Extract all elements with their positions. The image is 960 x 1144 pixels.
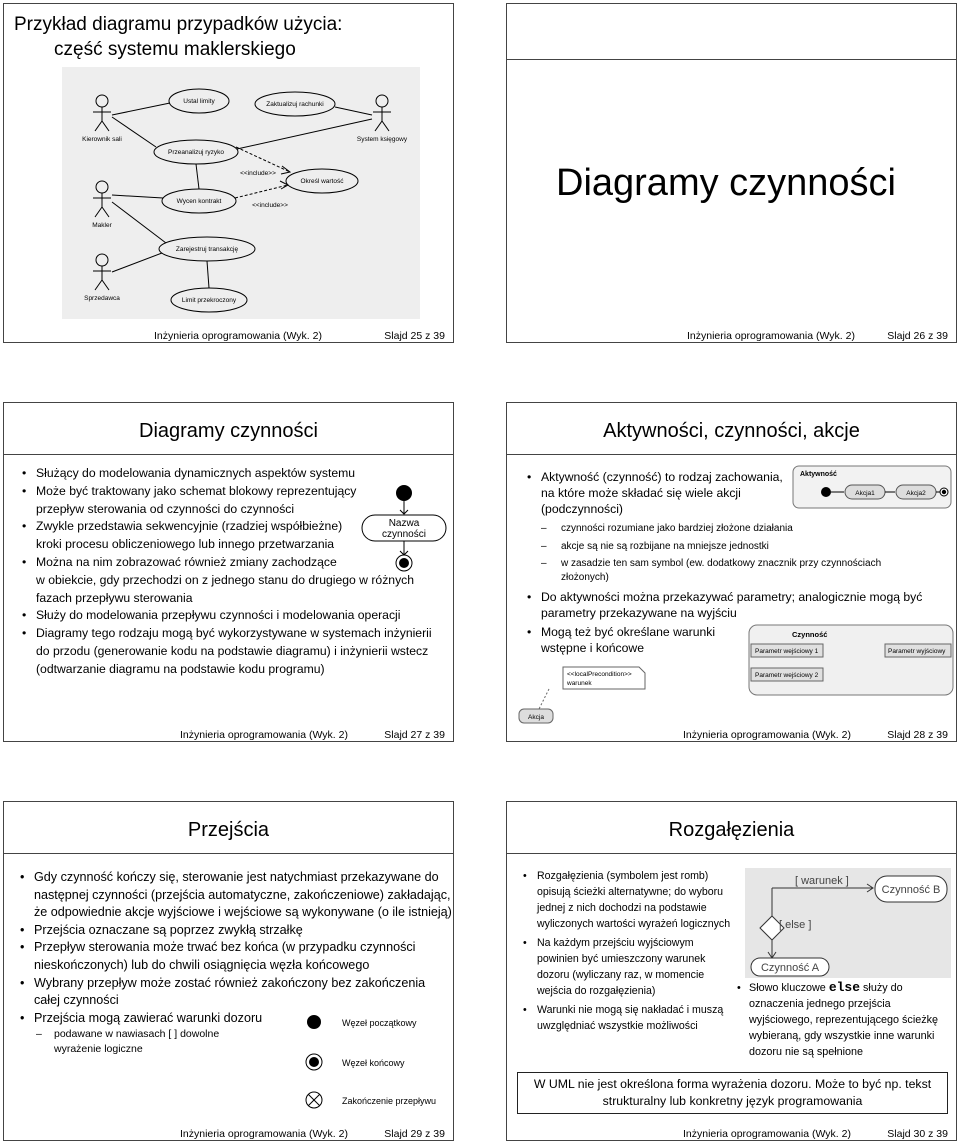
slide-28 bbox=[506, 402, 957, 742]
slide-title: Aktywności, czynności, akcje bbox=[603, 420, 860, 442]
bullet: • Przepływ sterowania może trwać bez końca (w przypadku czynności nieskończonych) lub do chwili osiągnięcia węzła końcowego bbox=[20, 940, 416, 972]
activity-figure bbox=[359, 483, 449, 573]
bullet: • Może być traktowany jako schemat blokowy reprezentujący przepływ sterowania od czynności do czynności bbox=[36, 483, 432, 519]
include-label: <<include>> bbox=[240, 170, 276, 177]
else-note: • Słowo kluczowe else służy do oznaczenia jednego przejścia wyjściowego, reprezentującego ścieżkę wybieraną, gdy wszystkie inne warunki dozoru nie są spełnione bbox=[737, 980, 939, 1058]
activity-title: Aktywność bbox=[800, 471, 837, 478]
action-label: Akcja2 bbox=[906, 490, 926, 497]
legend-label: Zakończenie przepływu bbox=[342, 1096, 437, 1106]
sub-bullet: – w zasadzie ten sam symbol (ew. dodatkowy znacznik przy czynnościach złożonych) bbox=[541, 558, 882, 583]
sub-bullet: – czynności rozumiane jako bardziej złożone działania bbox=[541, 523, 793, 534]
sub-bullet: – akcje są nie są rozbijane na mniejsze jednostki bbox=[541, 541, 769, 552]
note-box: W UML nie jest określona forma wyrażenia dozoru. Może to być np. tekst strukturalny lub konkretny język programowania bbox=[517, 1072, 948, 1114]
bullet: • Mogą też być określane warunki wstępne i końcowe bbox=[527, 625, 716, 655]
activity-parameters-figure bbox=[509, 623, 955, 725]
precondition-note: <<localPrecondition>> bbox=[567, 671, 632, 678]
use-case-label: Ustal limity bbox=[183, 98, 215, 105]
use-case-label: Określ wartość bbox=[300, 178, 344, 185]
slide-25 bbox=[3, 3, 454, 343]
bullet: • Diagramy tego rodzaju mogą być wykorzystywane w systemach inżynierii do przodu (generowanie kodu na podstawie diagramu) i inżynierii wstecz (odtwarzanie diagramu na podstawie kodu programu) bbox=[36, 625, 432, 678]
slide-title: Diagramy czynności bbox=[139, 420, 318, 442]
slide-title: Rozgałęzienia bbox=[668, 819, 795, 841]
footer-course: Inżynieria oprogramowania (Wyk. 2) bbox=[180, 729, 348, 741]
bullet: • Aktywność (czynność) to rodzaj zachowania, na które może składać się wiele akcji (podczynności) bbox=[527, 470, 783, 516]
use-case-label: Limit przekroczony bbox=[181, 297, 237, 304]
footer-course: Inżynieria oprogramowania (Wyk. 2) bbox=[683, 729, 851, 741]
slide-number: Slajd 25 z 39 bbox=[384, 330, 445, 342]
initial-node-icon bbox=[307, 1015, 321, 1029]
slide-number: Slajd 27 z 39 bbox=[384, 729, 445, 741]
guard-label: [ warunek ] bbox=[795, 875, 849, 887]
use-case-diagram bbox=[62, 67, 420, 319]
output-parameter: Parametr wyjściowy bbox=[888, 648, 946, 655]
bullet: • Warunki nie mogą się nakładać i muszą uwzględniać wszystkie możliwości bbox=[523, 1004, 724, 1032]
bullet: • Gdy czynność kończy się, sterowanie jest natychmiast przekazywane do następnej czynności (przejścia automatyczne, zakończeniowe) zakładając, że odpowiednie akcje wyjściowe i wejściowe są wykonywane (o ile istnieją) bbox=[20, 870, 452, 920]
activity-label: Czynność B bbox=[881, 884, 941, 896]
slide-27 bbox=[3, 402, 454, 742]
actor-label: Makler bbox=[92, 222, 112, 229]
bullet: • Przejścia mogą zawierać warunki dozoru bbox=[20, 1010, 263, 1025]
bullet: • Zwykle przedstawia sekwencyjnie (rzadziej współbieżne) kroki procesu obliczeniowego lub innego przetwarzania bbox=[36, 518, 432, 554]
footer-course: Inżynieria oprogramowania (Wyk. 2) bbox=[180, 1128, 348, 1140]
slide-title: Przykład diagramu przypadków użycia: część systemu maklerskiego bbox=[14, 14, 343, 60]
activity-label: czynności bbox=[382, 529, 426, 540]
slide-26 bbox=[506, 3, 957, 343]
legend-label: Węzeł początkowy bbox=[342, 1018, 417, 1028]
slide-title: Diagramy czynności bbox=[556, 162, 896, 204]
slide-number: Slajd 29 z 39 bbox=[384, 1128, 445, 1140]
input-parameter: Parametr wejściowy 1 bbox=[755, 648, 819, 655]
bullet: • Rozgałęzienia (symbolem jest romb) opisują ścieżki alternatywne; do wyboru jednej z nich dochodzi na podstawie wyliczonych wartości wyrażeń logicznych bbox=[523, 870, 731, 930]
sub-bullet: – podawane w nawiasach [ ] dowolne wyrażenie logiczne bbox=[36, 1028, 220, 1056]
action-label: Akcja1 bbox=[855, 490, 875, 497]
use-case-label: Zarejestruj transakcję bbox=[175, 246, 239, 253]
title-band bbox=[507, 4, 956, 60]
activity-label: Czynność A bbox=[760, 962, 820, 974]
bullet: • Na każdym przejściu wyjściowym powinien być umieszczony warunek dozoru (wyliczany raz, w momencie wejścia do rozgałęzienia) bbox=[523, 937, 706, 997]
actor-label: Kierownik sali bbox=[82, 136, 122, 143]
footer-course: Inżynieria oprogramowania (Wyk. 2) bbox=[683, 1128, 851, 1140]
activity-title: Czynność bbox=[792, 630, 828, 639]
use-case-label: Zaktualizuj rachunki bbox=[266, 101, 324, 108]
bullet: • Można na nim zobrazować również zmiany zachodzące w obiekcie, gdy przechodzi on z jednego stanu do drugiego w różnych fazach przepływu sterowania bbox=[36, 554, 432, 607]
activity-label: Nazwa bbox=[388, 518, 420, 529]
bullet: • Służący do modelowania dynamicznych aspektów systemu bbox=[36, 465, 432, 483]
bullet: • Wybrany przepływ może zostać również zakończony bez zakończenia całej czynności bbox=[20, 975, 426, 1008]
action-label: Akcja bbox=[528, 714, 544, 721]
include-label: <<include>> bbox=[252, 202, 288, 209]
use-case-label: Przeanalizuj ryzyko bbox=[168, 149, 224, 156]
slide-29 bbox=[3, 801, 454, 1141]
guard-label: [ else ] bbox=[779, 919, 812, 931]
slide-30 bbox=[506, 801, 957, 1141]
legend-label: Węzeł końcowy bbox=[342, 1058, 405, 1068]
slide-number: Slajd 30 z 39 bbox=[887, 1128, 948, 1140]
activity-actions-figure bbox=[792, 465, 952, 509]
slide-title: Przejścia bbox=[187, 819, 270, 841]
actor-label: Sprzedawca bbox=[84, 295, 120, 302]
footer-course: Inżynieria oprogramowania (Wyk. 2) bbox=[687, 330, 855, 342]
use-case-label: Wycen kontrakt bbox=[176, 198, 222, 205]
slide-number: Slajd 28 z 39 bbox=[887, 729, 948, 741]
slide-number: Slajd 26 z 39 bbox=[887, 330, 948, 342]
bullet-list bbox=[523, 868, 731, 1034]
input-parameter: Parametr wejściowy 2 bbox=[755, 672, 819, 679]
actor-label: System księgowy bbox=[356, 136, 408, 143]
bullet: • Służy do modelowania przepływu czynności i modelowania operacji bbox=[36, 607, 432, 625]
node-legend bbox=[300, 1010, 450, 1118]
branch-diagram bbox=[745, 868, 951, 978]
precondition-note: warunek bbox=[567, 680, 592, 687]
footer-course: Inżynieria oprogramowania (Wyk. 2) bbox=[154, 330, 322, 342]
bullet: • Do aktywności można przekazywać parametry; analogicznie mogą być parametry przekazywane na wyjściu bbox=[527, 590, 923, 620]
bullet: • Przejścia oznaczane są poprzez zwykłą strzałkę bbox=[20, 922, 303, 937]
